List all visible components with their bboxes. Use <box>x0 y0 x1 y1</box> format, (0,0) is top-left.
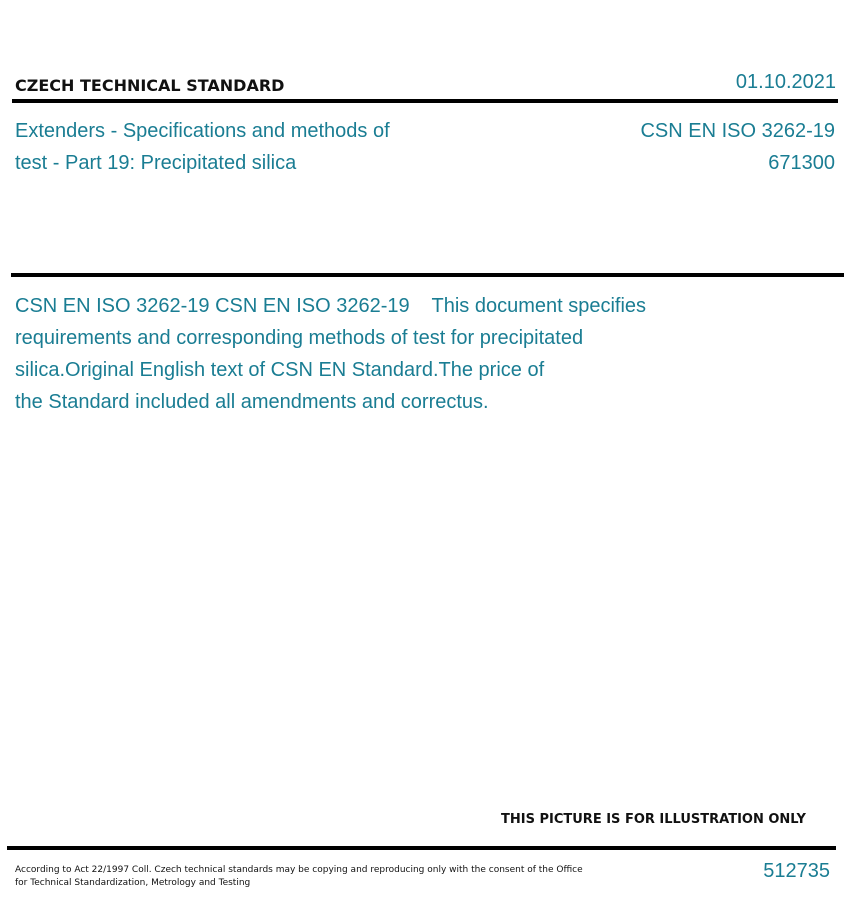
header-divider <box>12 99 838 103</box>
legal-notice-line-2: for Technical Standardization, Metrology and Testing <box>15 878 251 888</box>
description-line-4: the Standard included all amendments and correctus. <box>15 391 489 413</box>
standard-title <box>15 115 445 179</box>
title-divider <box>11 273 844 277</box>
legal-notice-line-1: According to Act 22/1997 Coll. Czech technical standards may be copying and reproducing only with the consent of the Office <box>15 865 583 875</box>
standard-description <box>15 290 646 418</box>
classification-number: 671300 <box>768 152 835 174</box>
document-type-label: CZECH TECHNICAL STANDARD <box>15 76 285 95</box>
description-line-1: CSN EN ISO 3262-19 CSN EN ISO 3262-19 This document specifies <box>15 295 647 317</box>
illustration-disclaimer: THIS PICTURE IS FOR ILLUSTRATION ONLY <box>501 812 806 827</box>
description-line-2: requirements and corresponding methods of test for precipitated <box>15 327 584 349</box>
publication-date: 01.10.2021 <box>735 71 836 93</box>
legal-notice <box>15 864 615 890</box>
standard-title-line-1: Extenders - Specifications and methods of <box>15 120 390 142</box>
standard-code: CSN EN ISO 3262-19 <box>640 120 835 142</box>
description-line-3: silica.Original English text of CSN EN Standard.The price of <box>15 359 545 381</box>
document-id: 512735 <box>763 860 830 882</box>
standard-identifiers <box>640 115 835 179</box>
standard-title-line-2: test - Part 19: Precipitated silica <box>15 152 297 174</box>
footer-divider <box>7 846 836 850</box>
